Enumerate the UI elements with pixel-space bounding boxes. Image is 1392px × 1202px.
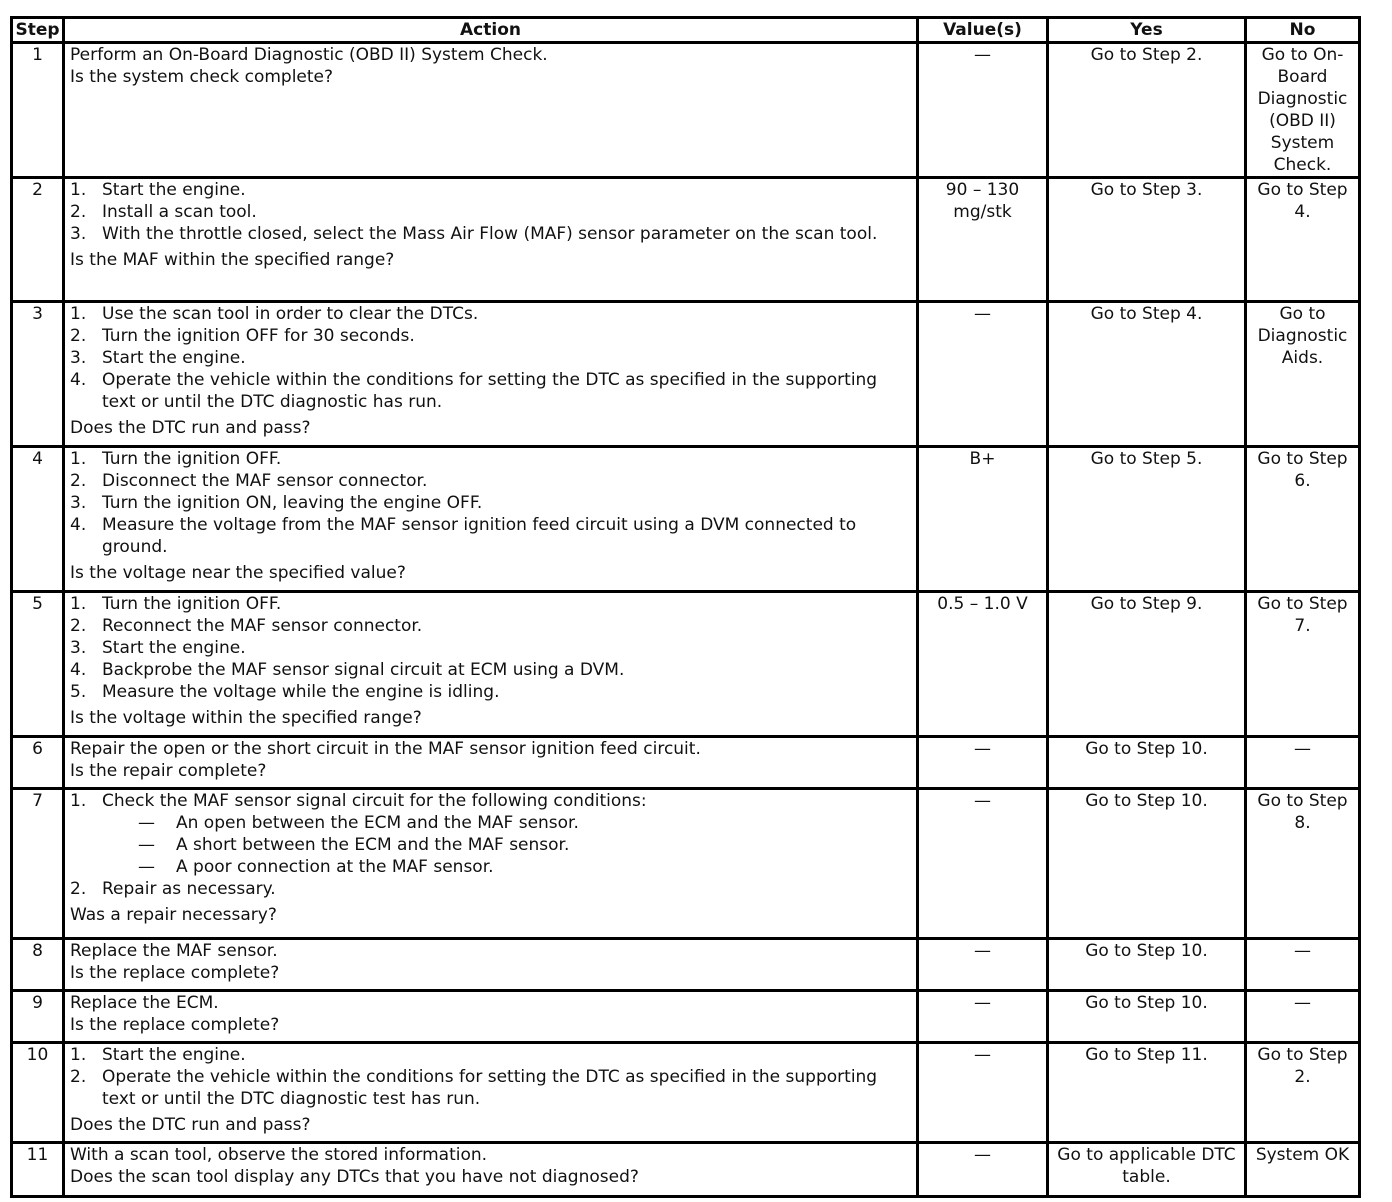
- action-step: [70, 514, 911, 558]
- action-step-number: 2.: [70, 326, 87, 346]
- action-step-text: Install a scan tool.: [102, 202, 257, 222]
- action-step-text: Disconnect the MAF sensor connector.: [102, 471, 428, 491]
- action-step-list: [70, 593, 911, 703]
- header-step: Step: [12, 18, 64, 43]
- action-step: [70, 303, 911, 325]
- action-step-text: Start the engine.: [102, 638, 246, 658]
- table-row: [12, 1143, 1360, 1197]
- table-row: [12, 939, 1360, 991]
- action-step-list: [70, 179, 911, 245]
- action-step-number: 2.: [70, 616, 87, 636]
- question-text: Does the DTC run and pass?: [70, 418, 311, 438]
- yes-cell: Go to Step 10.: [1048, 789, 1246, 939]
- value-cell: —: [918, 939, 1048, 991]
- action-cell: [64, 737, 918, 789]
- action-step-number: 3.: [70, 638, 87, 658]
- step-number: 10: [12, 1043, 64, 1143]
- action-cell: [64, 1143, 918, 1197]
- action-step-text: Measure the voltage from the MAF sensor ignition feed circuit using a DVM connected to ground.: [102, 515, 857, 557]
- yes-cell: Go to Step 11.: [1048, 1043, 1246, 1143]
- question-text: Does the DTC run and pass?: [70, 1115, 311, 1135]
- action-cell: [64, 991, 918, 1043]
- action-step-number: 4.: [70, 370, 87, 390]
- table-row: [12, 447, 1360, 592]
- value-cell: —: [918, 991, 1048, 1043]
- action-step-list: [70, 790, 911, 900]
- action-step-text: Use the scan tool in order to clear the DTCs.: [102, 304, 479, 324]
- action-step-number: 5.: [70, 682, 87, 702]
- question-text: Is the voltage within the specified range?: [70, 708, 422, 728]
- value-cell: 90 – 130 mg/stk: [918, 178, 1048, 302]
- value-cell: 0.5 – 1.0 V: [918, 592, 1048, 737]
- value-cell: —: [918, 737, 1048, 789]
- action-step: [70, 470, 911, 492]
- action-step-number: 3.: [70, 224, 87, 244]
- header-yes: Yes: [1048, 18, 1246, 43]
- condition-text: A short between the ECM and the MAF sensor.: [176, 835, 570, 855]
- action-step: [70, 681, 911, 703]
- action-step-number: 1.: [70, 449, 87, 469]
- action-step: [70, 1044, 911, 1066]
- yes-cell: Go to Step 4.: [1048, 302, 1246, 447]
- header-no: No: [1246, 18, 1360, 43]
- table-row: [12, 789, 1360, 939]
- action-line: Replace the MAF sensor.: [70, 941, 278, 961]
- table-row: [12, 302, 1360, 447]
- action-step: [70, 790, 911, 878]
- action-step: [70, 179, 911, 201]
- action-step: [70, 369, 911, 413]
- yes-cell: Go to Step 10.: [1048, 939, 1246, 991]
- action-line: Is the system check complete?: [70, 67, 334, 87]
- condition-text: An open between the ECM and the MAF sensor.: [176, 813, 579, 833]
- diagnostic-table: [10, 16, 1361, 1198]
- action-step-text: Start the engine.: [102, 180, 246, 200]
- value-cell: —: [918, 1143, 1048, 1197]
- step-number: 1: [12, 43, 64, 178]
- yes-cell: Go to Step 9.: [1048, 592, 1246, 737]
- action-step-number: 3.: [70, 348, 87, 368]
- action-step: [70, 1066, 911, 1110]
- action-step-number: 3.: [70, 493, 87, 513]
- step-number: 4: [12, 447, 64, 592]
- table-row: [12, 178, 1360, 302]
- action-line: Replace the ECM.: [70, 993, 219, 1013]
- action-step-text: Start the engine.: [102, 348, 246, 368]
- dash-bullet-icon: —: [138, 835, 155, 855]
- dash-bullet-icon: —: [138, 813, 155, 833]
- table-row: [12, 737, 1360, 789]
- yes-cell: Go to Step 10.: [1048, 737, 1246, 789]
- action-step-text: Repair as necessary.: [102, 879, 276, 899]
- action-step-number: 1.: [70, 304, 87, 324]
- action-step-text: With the throttle closed, select the Mass Air Flow (MAF) sensor parameter on the scan tool.: [102, 224, 878, 244]
- value-cell: —: [918, 43, 1048, 178]
- action-step-number: 2.: [70, 879, 87, 899]
- action-step-list: [70, 303, 911, 413]
- action-step-number: 4.: [70, 515, 87, 535]
- action-line: Perform an On-Board Diagnostic (OBD II) System Check.: [70, 45, 548, 65]
- no-cell: —: [1246, 991, 1360, 1043]
- table-row: [12, 592, 1360, 737]
- action-step: [70, 593, 911, 615]
- action-cell: [64, 789, 918, 939]
- step-number: 9: [12, 991, 64, 1043]
- action-step: [70, 448, 911, 470]
- condition-item: [102, 856, 911, 878]
- action-step-text: Check the MAF sensor signal circuit for the following conditions:: [102, 791, 647, 811]
- no-cell: Go to Step 7.: [1246, 592, 1360, 737]
- action-step-text: Turn the ignition OFF.: [102, 594, 282, 614]
- action-step-text: Operate the vehicle within the conditions for setting the DTC as specified in the supporting text or until the DTC diagnostic test has run.: [102, 1067, 878, 1109]
- step-number: 8: [12, 939, 64, 991]
- action-step-number: 4.: [70, 660, 87, 680]
- action-step-text: Reconnect the MAF sensor connector.: [102, 616, 423, 636]
- header-row: [12, 18, 1360, 43]
- action-step-number: 1.: [70, 791, 87, 811]
- header-values: Value(s): [918, 18, 1048, 43]
- no-cell: Go to Step 4.: [1246, 178, 1360, 302]
- action-cell: [64, 447, 918, 592]
- action-step-number: 2.: [70, 202, 87, 222]
- step-number: 11: [12, 1143, 64, 1197]
- question-text: Was a repair necessary?: [70, 905, 277, 925]
- value-cell: —: [918, 302, 1048, 447]
- action-step: [70, 223, 911, 245]
- value-cell: —: [918, 789, 1048, 939]
- action-cell: [64, 1043, 918, 1143]
- step-number: 2: [12, 178, 64, 302]
- action-cell: [64, 43, 918, 178]
- table-row: [12, 1043, 1360, 1143]
- action-step: [70, 659, 911, 681]
- no-cell: Go to On-Board Diagnostic (OBD II) System Check.: [1246, 43, 1360, 178]
- yes-cell: Go to applicable DTC table.: [1048, 1143, 1246, 1197]
- yes-cell: Go to Step 10.: [1048, 991, 1246, 1043]
- action-step: [70, 325, 911, 347]
- action-line: Is the replace complete?: [70, 963, 280, 983]
- action-step-number: 2.: [70, 1067, 87, 1087]
- action-step-number: 1.: [70, 180, 87, 200]
- step-number: 3: [12, 302, 64, 447]
- no-cell: Go to Diagnostic Aids.: [1246, 302, 1360, 447]
- action-step-text: Measure the voltage while the engine is idling.: [102, 682, 500, 702]
- condition-list: [102, 812, 911, 878]
- action-step-number: 1.: [70, 1045, 87, 1065]
- no-cell: —: [1246, 939, 1360, 991]
- action-step-text: Start the engine.: [102, 1045, 246, 1065]
- no-cell: Go to Step 2.: [1246, 1043, 1360, 1143]
- action-line: Is the repair complete?: [70, 761, 267, 781]
- action-step: [70, 615, 911, 637]
- action-step-list: [70, 1044, 911, 1110]
- action-step: [70, 492, 911, 514]
- value-cell: B+: [918, 447, 1048, 592]
- yes-cell: Go to Step 2.: [1048, 43, 1246, 178]
- table-row: [12, 991, 1360, 1043]
- action-step: [70, 637, 911, 659]
- action-step: [70, 878, 911, 900]
- condition-text: A poor connection at the MAF sensor.: [176, 857, 494, 877]
- table-body: [12, 43, 1360, 1197]
- action-cell: [64, 178, 918, 302]
- no-cell: —: [1246, 737, 1360, 789]
- action-step-text: Backprobe the MAF sensor signal circuit at ECM using a DVM.: [102, 660, 625, 680]
- action-step: [70, 347, 911, 369]
- question-text: Is the voltage near the specified value?: [70, 563, 406, 583]
- action-line: Is the replace complete?: [70, 1015, 280, 1035]
- action-cell: [64, 302, 918, 447]
- action-line: Repair the open or the short circuit in the MAF sensor ignition feed circuit.: [70, 739, 701, 759]
- action-line: Does the scan tool display any DTCs that you have not diagnosed?: [70, 1167, 639, 1187]
- action-step-text: Turn the ignition OFF for 30 seconds.: [102, 326, 415, 346]
- step-number: 6: [12, 737, 64, 789]
- no-cell: Go to Step 6.: [1246, 447, 1360, 592]
- question-text: Is the MAF within the specified range?: [70, 250, 395, 270]
- action-step-text: Turn the ignition ON, leaving the engine OFF.: [102, 493, 483, 513]
- condition-item: [102, 812, 911, 834]
- action-cell: [64, 939, 918, 991]
- step-number: 5: [12, 592, 64, 737]
- action-step: [70, 201, 911, 223]
- header-action: Action: [64, 18, 918, 43]
- value-cell: —: [918, 1043, 1048, 1143]
- action-step-list: [70, 448, 911, 558]
- no-cell: System OK: [1246, 1143, 1360, 1197]
- action-line: With a scan tool, observe the stored information.: [70, 1145, 488, 1165]
- dash-bullet-icon: —: [138, 857, 155, 877]
- action-cell: [64, 592, 918, 737]
- no-cell: Go to Step 8.: [1246, 789, 1360, 939]
- yes-cell: Go to Step 3.: [1048, 178, 1246, 302]
- action-step-number: 2.: [70, 471, 87, 491]
- action-step-text: Operate the vehicle within the conditions for setting the DTC as specified in the supporting text or until the DTC diagnostic has run.: [102, 370, 878, 412]
- action-step-text: Turn the ignition OFF.: [102, 449, 282, 469]
- step-number: 7: [12, 789, 64, 939]
- condition-item: [102, 834, 911, 856]
- action-step-number: 1.: [70, 594, 87, 614]
- yes-cell: Go to Step 5.: [1048, 447, 1246, 592]
- table-row: [12, 43, 1360, 178]
